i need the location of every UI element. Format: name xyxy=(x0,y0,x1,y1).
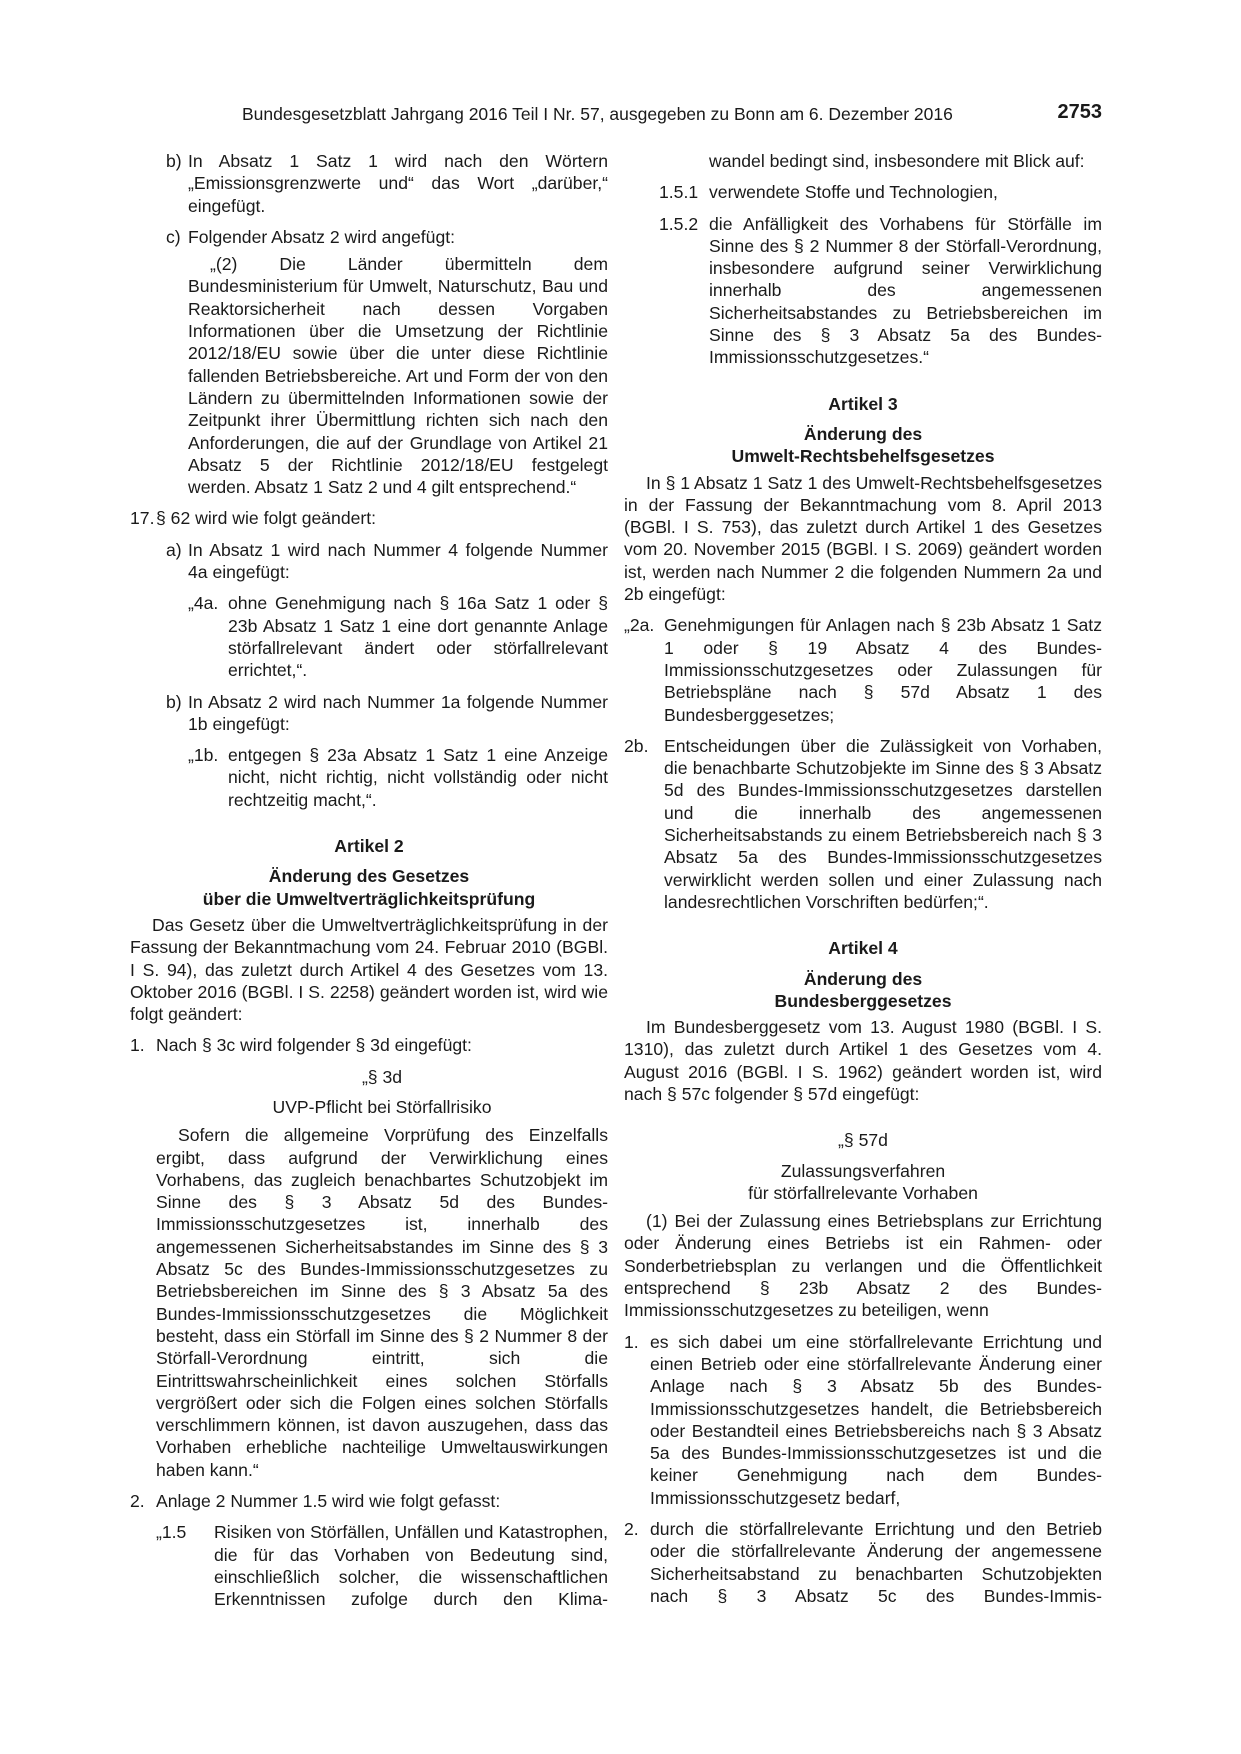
item-text: In Absatz 1 wird nach Nummer 4 folgende Nummer 4a eingefügt: xyxy=(188,539,608,583)
list-item-a xyxy=(130,539,608,584)
section-57d-heading-line2: für störfallrelevante Vorhaben xyxy=(748,1182,978,1203)
item-text: verwendete Stoffe und Technologien, xyxy=(709,182,998,203)
section-3d-heading: UVP-Pflicht bei Störfallrisiko xyxy=(272,1096,492,1117)
item-label: 17. xyxy=(130,508,155,529)
section-57d-heading-line1: Zulassungsverfahren xyxy=(780,1160,946,1181)
section-57d-paragraph-1: (1) Bei der Zulassung eines Betriebsplans zur Errichtung oder Änderung eines Betriebs ist ein Rahmen- oder Sonderbetriebsplan zu verlangen und die Öffentlichkeit entsprechend § 23b Absatz 2 des Bundes-Immissionsschutzgesetzes zu beteiligen, wenn xyxy=(624,1211,1102,1321)
list-item-1 xyxy=(130,1034,608,1056)
item-label: 2. xyxy=(624,1519,639,1540)
left-column xyxy=(130,150,608,1611)
article-3-subtitle-line2: Umwelt-Rechtsbehelfsgesetzes xyxy=(731,446,995,467)
list-item-b2 xyxy=(130,691,608,736)
item-label: 1.5.1 xyxy=(659,182,699,203)
section-57d-title: „§ 57d xyxy=(838,1130,888,1151)
item-label: b) xyxy=(166,691,182,712)
item-label: b) xyxy=(166,151,182,171)
article-2-subtitle-line2: über die Umweltverträglichkeitsprüfung xyxy=(202,888,536,909)
article-4-title: Artikel 4 xyxy=(828,938,898,959)
quoted-item-2b xyxy=(624,735,1102,913)
section-3d-title: „§ 3d xyxy=(361,1066,403,1087)
item-text: In Absatz 2 wird nach Nummer 1a folgende Nummer 1b eingefügt: xyxy=(188,691,608,734)
item-label: 1. xyxy=(624,1331,639,1352)
article-3-title: Artikel 3 xyxy=(828,393,898,414)
quoted-item-1b xyxy=(130,744,608,811)
list-item-r2 xyxy=(624,1518,1102,1607)
list-item-1-5-2 xyxy=(624,213,1102,369)
quoted-item-4a xyxy=(130,592,608,681)
list-item-17 xyxy=(130,507,608,529)
header-title: Bundesgesetzblatt Jahrgang 2016 Teil I Nr. 57, ausgegeben zu Bonn am 6. Dezember 2016 xyxy=(242,104,953,124)
article-2-title: Artikel 2 xyxy=(334,836,404,857)
list-item-r1 xyxy=(624,1331,1102,1509)
article-3-subtitle-line1: Änderung des xyxy=(803,423,923,444)
quoted-item-2a xyxy=(624,614,1102,725)
item-text: § 62 wird wie folgt geändert: xyxy=(156,508,377,529)
item-text: In Absatz 1 Satz 1 wird nach den Wörtern „Emissionsgrenzwerte und“ das Wort „darüber,“ eingefügt. xyxy=(188,151,608,216)
item-text: Risiken von Störfällen, Unfällen und Katastrophen, die für das Vorhaben von Bedeutung sind, einschließlich solcher, die wissenschaftlichen Erkenntnissen zufolge durch den Klima- xyxy=(214,1522,608,1610)
item-label: „4a. xyxy=(188,593,219,614)
page-header xyxy=(242,100,1102,128)
list-item-c xyxy=(130,226,608,248)
article-2-intro: Das Gesetz über die Umweltverträglichkeitsprüfung in der Fassung der Bekanntmachung vom 24. Februar 2010 (BGBl. I S. 94), das zuletzt durch Artikel 4 des Gesetzes vom 13. Oktober 2016 (BGBl. I S. 2258) geändert worden ist, wird wie folgt geändert: xyxy=(130,914,608,1025)
item-label: 1.5.2 xyxy=(659,213,699,234)
spacer xyxy=(624,369,1102,393)
item-text: Nach § 3c wird folgender § 3d eingefügt: xyxy=(156,1035,472,1056)
item-label: 1. xyxy=(130,1035,145,1056)
item-label: 2. xyxy=(130,1491,145,1512)
item-text: entgegen § 23a Absatz 1 Satz 1 eine Anzeige nicht, nicht richtig, nicht vollständig oder nicht rechtzeitig macht,“. xyxy=(228,745,608,810)
item-text: ohne Genehmigung nach § 16a Satz 1 oder § 23b Absatz 1 Satz 1 eine dort genannte Anlage störfallrelevant ändert oder störfallrelevant errichtet,“. xyxy=(228,593,608,681)
spacer xyxy=(624,913,1102,937)
article-4-subtitle-line2: Bundesberggesetzes xyxy=(774,990,952,1011)
item-text: es sich dabei um eine störfallrelevante Errichtung und einen Betrieb oder eine störfallrelevante Änderung einer Anlage nach § 3 Absatz 5b des Bundes-Immissionsschutzgesetzes handelt, die Betriebsbereich oder Bestandteil eines Betriebsbereichs nach § 3 Absatz 5a des Bundes-Immissionsschutzgesetzes ist und die keiner Genehmigung nach dem Bundes-Immissionsschutzgesetz bedarf, xyxy=(650,1331,1102,1508)
item-label: c) xyxy=(166,226,181,247)
spacer xyxy=(624,1105,1102,1129)
article-4-intro: Im Bundesberggesetz vom 13. August 1980 (BGBl. I S. 1310), das zuletzt durch Artikel 1 des Gesetzes vom 4. August 2016 (BGBl. I S. 1962) geändert worden ist, wird nach § 57c folgender § 57d eingefügt: xyxy=(624,1017,1102,1104)
article-2-subtitle-line1: Änderung des Gesetzes xyxy=(268,866,470,887)
item-text: die Anfälligkeit des Vorhabens für Störfälle im Sinne des § 2 Nummer 8 der Störfall-Verordnung, insbesondere aufgrund seiner Verwirklichung innerhalb des angemessenen Sicherheitsabstandes zu Betriebsbereichen im Sinne des § 3 Absatz 5a des Bundes-Immissionsschutzgesetzes.“ xyxy=(709,213,1102,368)
section-3d-text: Sofern die allgemeine Vorprüfung des Einzelfalls ergibt, dass aufgrund der Verwirklichung eines Vorhabens, das zugleich benachbartes Schutzobjekt im Sinne des § 3 Absatz 5d des Bundes-Immissionsschutzgesetzes ist, innerhalb des angemessenen Sicherheitsabstandes im Sinne des § 3 Absatz 5c des Bundes-Immissionsschutzgesetzes zu Betriebsbereichen im Sinne des § 3 Absatz 5a des Bundes-Immissionsschutzgesetzes die Möglichkeit besteht, dass ein Störfall im Sinne des § 2 Nummer 8 der Störfall-Verordnung eintritt, sich die Eintrittswahrscheinlichkeit eines solchen Störfalls vergrößert oder sich die Folgen eines solchen Störfalls verschlimmern können, ist davon auszugehen, dass das Vorhaben erhebliche nachteilige Umweltauswirkungen haben kann.“ xyxy=(156,1125,608,1480)
list-item-b xyxy=(130,150,608,217)
item-label: „1b. xyxy=(188,745,219,766)
spacer xyxy=(130,811,608,835)
item-text: Folgender Absatz 2 wird angefügt: xyxy=(188,226,456,247)
item-label: „1.5 xyxy=(156,1522,187,1543)
right-column xyxy=(624,150,1102,1607)
article-3-intro: In § 1 Absatz 1 Satz 1 des Umwelt-Rechtsbehelfsgesetzes in der Fassung der Bekanntmachung vom 8. April 2013 (BGBl. I S. 753), das zuletzt durch Artikel 1 des Gesetzes vom 20. November 2015 (BGBl. I S. 2069) geändert worden ist, werden nach Nummer 2 die folgenden Nummern 2a und 2b eingefügt: xyxy=(624,472,1102,605)
article-4-subtitle-line1: Änderung des xyxy=(803,968,923,989)
list-item-1-5-1 xyxy=(624,181,1102,203)
continued-text: wandel bedingt sind, insbesondere mit Blick auf: xyxy=(709,151,1085,171)
item-text: durch die störfallrelevante Errichtung und den Betrieb oder die störfallrelevante Änderung der angemessene Sicherheitsabstand zu benachbarten Schutzobjekten nach § 3 Absatz 5c des Bundes-Immis- xyxy=(650,1519,1102,1606)
list-item-2 xyxy=(130,1490,608,1512)
item-label: 2b. xyxy=(624,735,649,756)
page-number: 2753 xyxy=(1057,101,1102,123)
item-text: Entscheidungen über die Zulässigkeit von Vorhaben, die benachbarte Schutzobjekte im Sinne des § 3 Absatz 5d des Bundes-Immissionsschutzgesetzes darstellen und die innerhalb des angemessenen Sicherheitsabstands zu einem Betriebsbereich nach § 3 Absatz 5a des Bundes-Immissionsschutzgesetzes verwirklicht werden sollen und einer Zulassung nach landesrechtlichen Vorschriften bedürfen;“. xyxy=(664,735,1102,912)
item-label: a) xyxy=(166,539,182,560)
item-label: „2a. xyxy=(624,615,655,636)
item-text: Genehmigungen für Anlagen nach § 23b Absatz 1 Satz 1 oder § 19 Absatz 4 des Bundes-Immissionsschutzgesetzes oder Zulassungen für Betriebspläne nach § 57d Absatz 1 des Bundesberggesetzes; xyxy=(664,615,1102,725)
item-text: Anlage 2 Nummer 1.5 wird wie folgt gefasst: xyxy=(156,1491,501,1512)
quoted-paragraph-2: „(2) Die Länder übermitteln dem Bundesministerium für Umwelt, Naturschutz, Bau und Reaktorsicherheit nach dessen Vorgaben Informationen über die Umsetzung der Richtlinie 2012/18/EU sowie über die unter diese Richtlinie fallenden Betriebsbereiche. Art und Form der von den Ländern zu übermittelnden Informationen sowie der Zeitpunkt ihrer Übermittlung richten sich nach den Anforderungen, die auf der Grundlage von Artikel 21 Absatz 5 der Richtlinie 2012/18/EU festgelegt werden. Absatz 1 Satz 2 und 4 gilt entsprechend.“ xyxy=(188,254,608,498)
quoted-item-1-5 xyxy=(130,1521,608,1610)
